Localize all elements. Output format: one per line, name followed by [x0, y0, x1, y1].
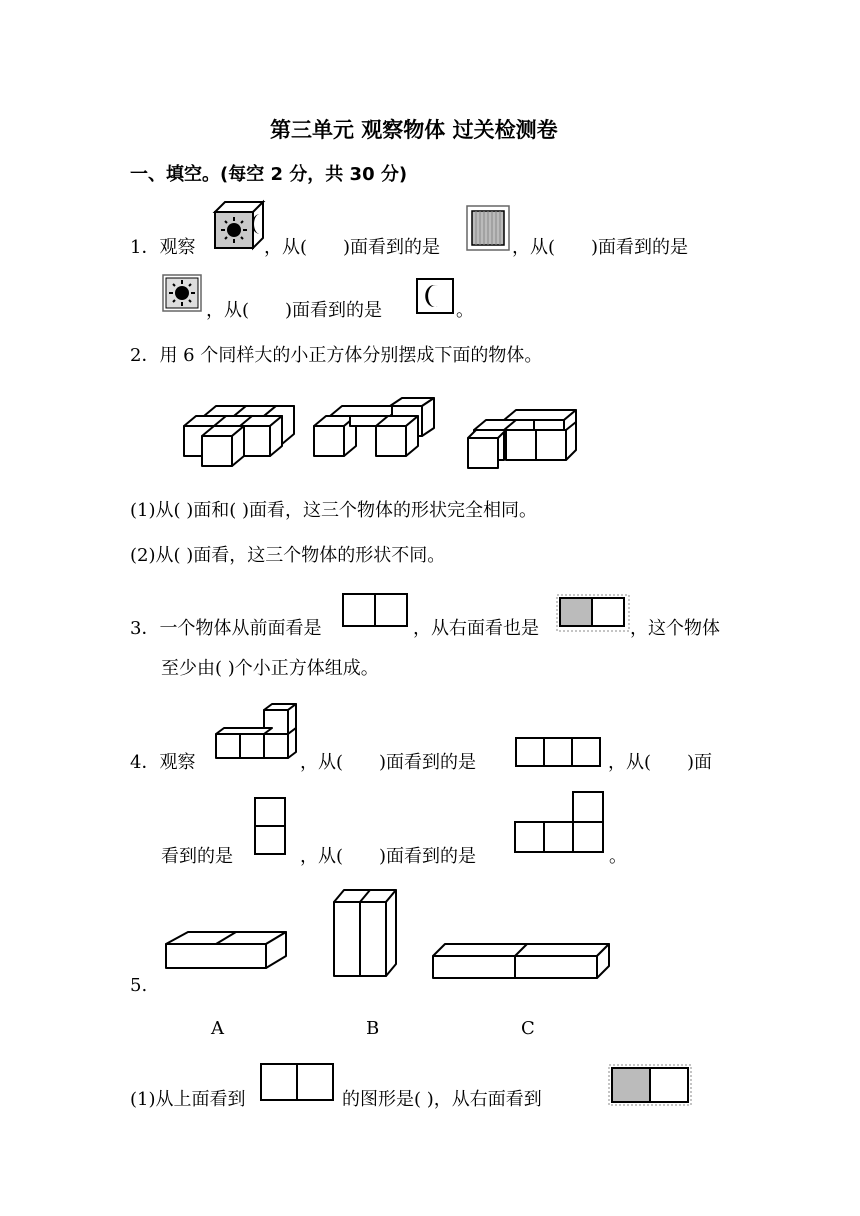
two-square-right-view	[556, 594, 630, 632]
q3-line1: 3．一个物体从前面看是	[130, 618, 322, 639]
q4-line1: 4．观察	[130, 752, 196, 773]
section-heading: 一、填空。(每空 2 分，共 30 分)	[130, 164, 408, 185]
q5-sub1-a: (1)从上面看到	[130, 1089, 246, 1110]
q2-sub2: (2)从( )面看，这三个物体的形状不同。	[130, 545, 446, 566]
striped-square-icon	[466, 205, 510, 251]
moon-face-icon	[416, 278, 454, 314]
two-square-right-view-q5	[608, 1064, 692, 1106]
l-shape-square-view	[513, 790, 607, 856]
q1-number: 1．	[130, 237, 160, 258]
vertical-two-square-view	[253, 796, 287, 858]
q5-sub1-b: 的图形是( )，从右面看到	[342, 1089, 542, 1110]
cuboid-c	[431, 942, 611, 982]
cube-figure-2	[310, 398, 440, 468]
two-square-top-view	[259, 1062, 337, 1104]
q1-text-observe: 观察	[159, 237, 196, 258]
sun-face-icon	[162, 274, 202, 312]
q1-line1	[130, 236, 195, 260]
cube-figure-1	[180, 398, 300, 470]
label-b: B	[366, 1018, 380, 1039]
q2-line: 2．用 6 个同样大的小正方体分别摆成下面的物体。	[130, 345, 543, 366]
cube-figure-3	[464, 406, 588, 472]
q4-line2: 看到的是	[161, 846, 233, 867]
label-a: A	[211, 1018, 224, 1039]
q2-sub1: (1)从( )面和( )面看，这三个物体的形状完全相同。	[130, 500, 538, 521]
page-title: 第三单元 观察物体 过关检测卷	[270, 118, 558, 142]
two-square-front-view	[341, 592, 411, 628]
sun-moon-cube-icon	[213, 200, 265, 250]
cuboid-a	[164, 928, 288, 972]
l-shape-cube-figure	[214, 702, 298, 762]
cuboid-b	[332, 888, 398, 978]
three-square-view	[514, 736, 604, 768]
q3-line2: 至少由( )个小正方体组成。	[161, 658, 379, 679]
label-c: C	[521, 1018, 535, 1039]
q5-number: 5.	[130, 975, 148, 996]
